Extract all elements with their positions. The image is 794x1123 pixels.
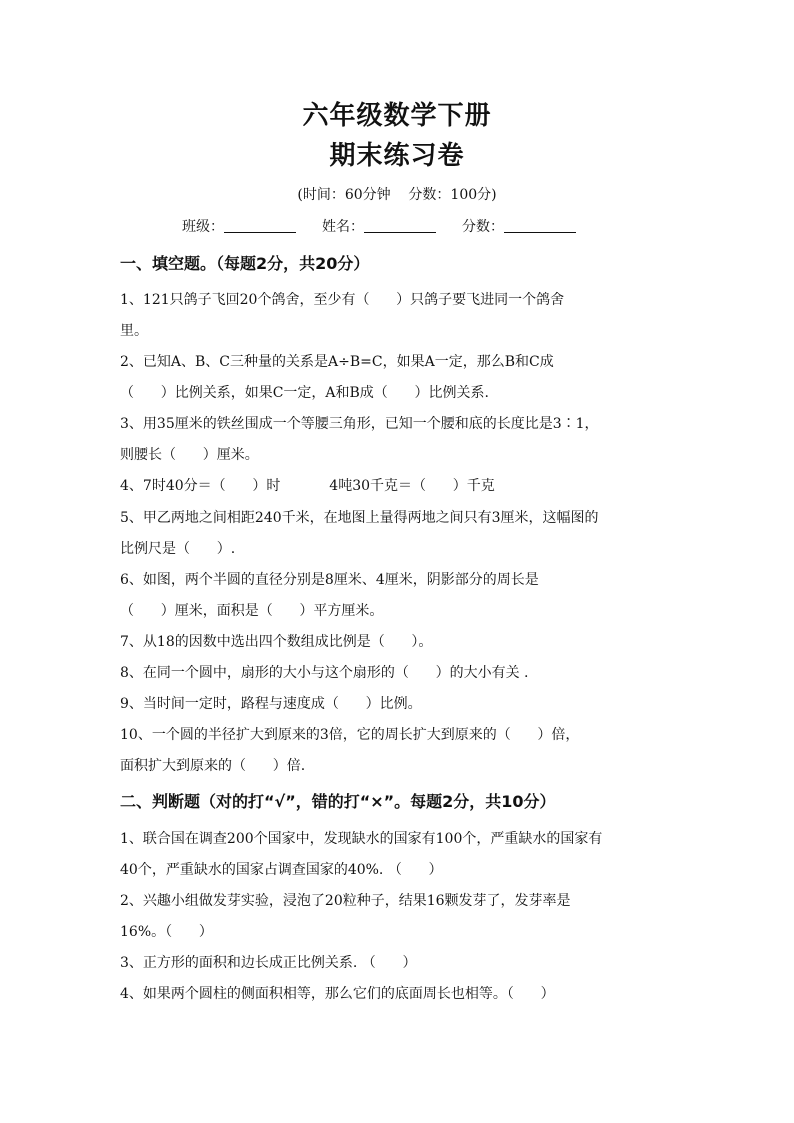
question-2-3: 3、正方形的面积和边长成正比例关系. （ ） xyxy=(120,955,417,971)
question-2-2: 2、兴趣小组做发芽实验，浸泡了20粒种子，结果16颗发芽了，发芽率是 16%。（ ） xyxy=(120,893,571,940)
exam-title xyxy=(0,96,794,176)
question-1-8: 8、在同一个圆中，扇形的大小与这个扇形的（ ）的大小有关 . xyxy=(120,665,529,681)
section-2-heading: 二、判断题（对的打“√”，错的打“×”。每题2分，共10分） xyxy=(120,792,556,811)
title-line-2: 期末练习卷 xyxy=(329,141,465,171)
question-1-10: 10、一个圆的半径扩大到原来的3倍，它的周长扩大到原来的（ ）倍， 面积扩大到原来的（ ）倍. xyxy=(120,727,580,774)
time-score-info: (时间：60分钟 分数：100分) xyxy=(297,187,497,203)
question-1-7: 7、从18的因数中选出四个数组成比例是（ ）。 xyxy=(120,634,433,650)
section-1-heading: 一、填空题。（每题2分，共20分） xyxy=(120,254,370,273)
question-1-3: 3、用35厘米的铁丝围成一个等腰三角形，已知一个腰和底的长度比是3∶1， 则腰长（ ）厘米。 xyxy=(120,416,599,463)
question-1-4: 4、7时40分＝（ ）时 4吨30千克＝（ ）千克 xyxy=(120,478,495,494)
name-label: 姓名： xyxy=(322,219,364,235)
question-2-1: 1、联合国在调查200个国家中，发现缺水的国家有100个，严重缺水的国家有 40个，严重缺水的国家占调查国家的40%. （ ） xyxy=(120,831,603,878)
score-label: 分数： xyxy=(462,219,504,235)
question-1-2: 2、已知A、B、C三种量的关系是A÷B=C，如果A一定，那么B和C成 （ ）比例关系，如果C一定，A和B成（ ）比例关系. xyxy=(120,354,554,401)
title-line-1: 六年级数学下册 xyxy=(302,101,492,131)
question-2-4: 4、如果两个圆柱的侧面积相等，那么它们的底面周长也相等。（ ） xyxy=(120,986,555,1002)
score-blank[interactable] xyxy=(504,216,576,233)
name-blank[interactable] xyxy=(364,216,436,233)
student-info-row xyxy=(182,216,602,238)
question-1-9: 9、当时间一定时，路程与速度成（ ）比例。 xyxy=(120,696,422,712)
question-1-6: 6、如图，两个半圆的直径分别是8厘米、4厘米，阴影部分的周长是 （ ）厘米，面积是（ ）平方厘米。 xyxy=(120,572,539,619)
class-label: 班级： xyxy=(182,219,224,235)
question-1-5: 5、甲乙两地之间相距240千米，在地图上量得两地之间只有3厘米，这幅图的 比例尺是（ ）. xyxy=(120,510,599,557)
question-1-1: 1、121只鸽子飞回20个鸽舍，至少有（ ）只鸽子要飞进同一个鸽舍 里。 xyxy=(120,292,565,339)
class-blank[interactable] xyxy=(224,216,296,233)
